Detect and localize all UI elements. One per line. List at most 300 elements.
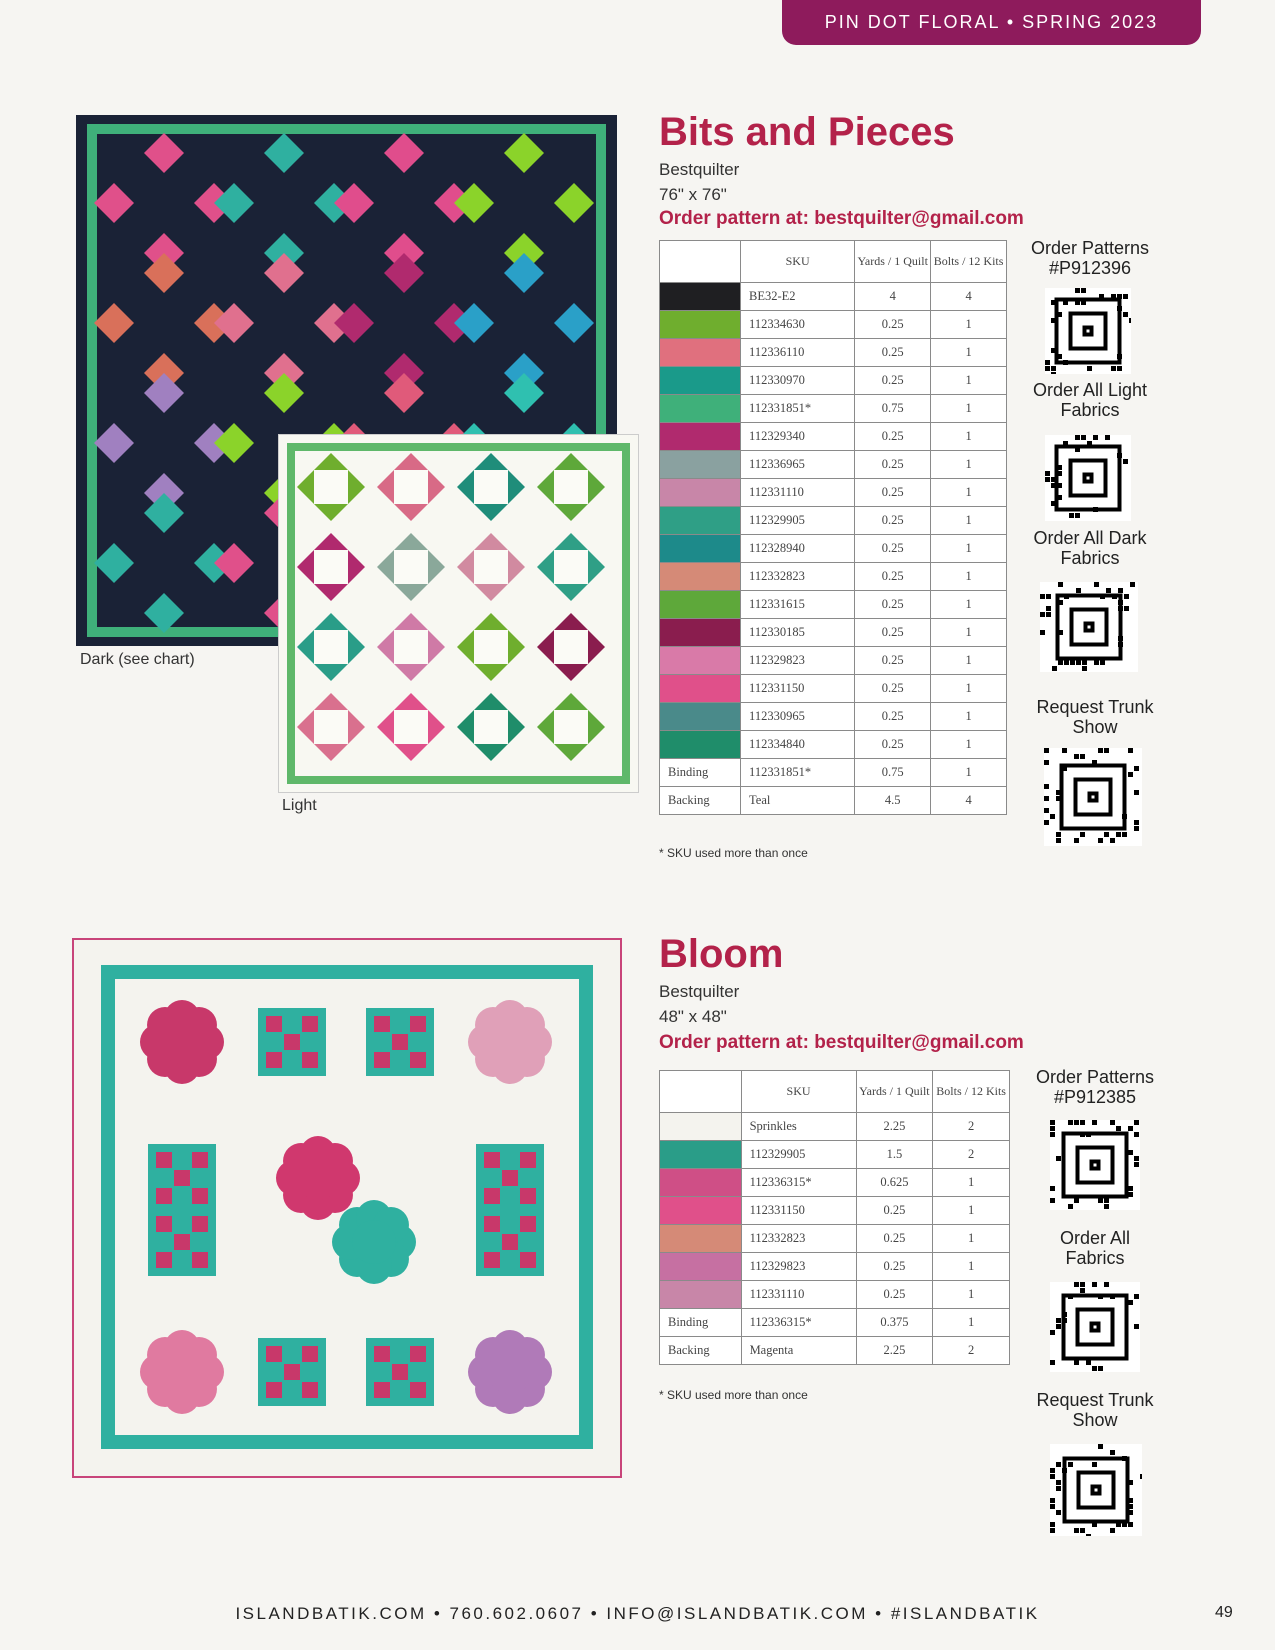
sku-cell: 112336965 xyxy=(741,451,855,479)
qr-module xyxy=(1050,1186,1055,1191)
nine-patch-square xyxy=(502,1170,518,1186)
order-light-fabrics-qr-code[interactable] xyxy=(1045,435,1131,521)
qr-module xyxy=(1082,660,1087,665)
sku-cell: 112331615 xyxy=(741,591,855,619)
sku-cell: 112330185 xyxy=(741,619,855,647)
fabric-swatch xyxy=(660,619,741,647)
project1-order-pattern[interactable]: Order pattern at: bestquilter@gmail.com xyxy=(659,208,1024,229)
flower-center xyxy=(296,1156,340,1200)
qr-module xyxy=(1104,748,1109,753)
qr-module xyxy=(1100,594,1105,599)
table-row xyxy=(660,1337,1010,1365)
request-trunk-show-qr-code[interactable] xyxy=(1044,748,1142,846)
quilt-block xyxy=(474,470,508,504)
nine-patch-square xyxy=(520,1152,536,1168)
qr-module xyxy=(1074,1360,1079,1365)
qr-module xyxy=(1057,471,1062,476)
yards-column-header: Yards / 1 Quilt xyxy=(855,241,931,283)
nine-patch-square xyxy=(374,1382,390,1398)
table-row xyxy=(660,1253,1010,1281)
qr-module xyxy=(1117,453,1122,458)
table-header-row xyxy=(660,1071,1010,1113)
table-row xyxy=(660,1169,1010,1197)
qr-module xyxy=(1063,300,1068,305)
yards-cell: 0.25 xyxy=(856,1197,933,1225)
dark-quilt-caption: Dark (see chart) xyxy=(80,651,195,668)
project2-order-pattern[interactable]: Order pattern at: bestquilter@gmail.com xyxy=(659,1032,1024,1053)
nine-patch-square xyxy=(192,1152,208,1168)
qr-module xyxy=(1040,594,1045,599)
bloom-order-all-fabrics-qr-code[interactable] xyxy=(1050,1282,1140,1372)
fabric-swatch xyxy=(660,591,741,619)
qr-module xyxy=(1046,594,1051,599)
qr-module xyxy=(1050,1360,1055,1365)
qr-module xyxy=(1056,796,1061,801)
catalog-header-tag: PIN DOT FLORAL • SPRING 2023 xyxy=(782,0,1201,45)
table-row xyxy=(660,619,1007,647)
sku-cell: Teal xyxy=(741,787,855,815)
nine-patch-square xyxy=(302,1016,318,1032)
qr-module xyxy=(1052,666,1057,671)
qr-module xyxy=(1056,1510,1061,1515)
qr-module xyxy=(1086,1534,1091,1536)
nine-patch-square xyxy=(484,1152,500,1168)
nine-patch-square xyxy=(266,1052,282,1068)
qr-module xyxy=(1062,1312,1067,1317)
qr-module xyxy=(1117,306,1122,311)
bolts-column-header: Bolts / 12 Kits xyxy=(933,1071,1010,1113)
qr-module xyxy=(1104,1198,1109,1203)
bolts-cell: 2 xyxy=(933,1113,1010,1141)
qr-module xyxy=(1134,1162,1139,1167)
quilt-block xyxy=(376,175,432,231)
qr-module xyxy=(1122,814,1127,819)
quilt-block xyxy=(136,175,192,231)
qr-module xyxy=(1116,1126,1121,1131)
order-patterns-qr-code[interactable] xyxy=(1045,288,1131,374)
row-label: Backing xyxy=(660,1337,742,1365)
bolts-cell: 1 xyxy=(931,367,1007,395)
yards-cell: 0.25 xyxy=(855,311,931,339)
table-row xyxy=(660,703,1007,731)
qr-module xyxy=(1111,294,1116,299)
qr-module xyxy=(1134,766,1139,771)
bolts-cell: 1 xyxy=(931,591,1007,619)
table-row xyxy=(660,1225,1010,1253)
quilt-block xyxy=(554,550,588,584)
table-row xyxy=(660,1141,1010,1169)
sku-cell: Sprinkles xyxy=(741,1113,856,1141)
yards-cell: 0.25 xyxy=(855,731,931,759)
qr-module xyxy=(1124,594,1129,599)
fabric-swatch xyxy=(660,395,741,423)
qr-module xyxy=(1068,1204,1073,1209)
sku-cell: 112331110 xyxy=(741,479,855,507)
sku-cell: 112331150 xyxy=(741,1197,856,1225)
fabric-swatch xyxy=(660,423,741,451)
qr-module xyxy=(1128,1126,1133,1131)
quilt-block xyxy=(554,470,588,504)
qr-module xyxy=(1050,1522,1055,1527)
qr-module xyxy=(1050,1132,1055,1137)
qr-module xyxy=(1093,507,1098,512)
qr-module xyxy=(1092,760,1097,765)
qr-module xyxy=(1118,636,1123,641)
qr-module xyxy=(1110,1120,1115,1125)
bolts-cell: 1 xyxy=(931,619,1007,647)
table-row xyxy=(660,507,1007,535)
order-dark-fabrics-qr-code[interactable] xyxy=(1040,582,1138,672)
qr-module xyxy=(1112,594,1117,599)
qr-module xyxy=(1045,366,1050,371)
qr-module xyxy=(1128,1510,1133,1515)
fabric-swatch xyxy=(660,1169,742,1197)
sku-cell: 112330970 xyxy=(741,367,855,395)
project1-qr-label-order-patterns: Order Patterns #P912396 xyxy=(1030,238,1150,278)
qr-module xyxy=(1081,435,1086,440)
quilt-block xyxy=(314,470,348,504)
bolts-cell: 1 xyxy=(933,1169,1010,1197)
bolts-cell: 1 xyxy=(931,451,1007,479)
nine-patch-square xyxy=(156,1188,172,1204)
nine-patch-square xyxy=(174,1234,190,1250)
sku-column-header: SKU xyxy=(741,1071,856,1113)
qr-module xyxy=(1056,1486,1061,1491)
yards-cell: 0.25 xyxy=(855,647,931,675)
fabric-swatch xyxy=(660,367,741,395)
flower-center xyxy=(160,1350,204,1394)
qr-module xyxy=(1118,588,1123,593)
project1-qr-label-dark-fabrics: Order All Dark Fabrics xyxy=(1033,528,1147,568)
qr-module xyxy=(1050,1120,1055,1125)
yards-cell: 2.25 xyxy=(856,1337,933,1365)
yards-cell: 0.25 xyxy=(855,563,931,591)
qr-module xyxy=(1116,832,1121,837)
qr-module xyxy=(1069,513,1074,518)
qr-module xyxy=(1104,1282,1109,1287)
yards-cell: 0.625 xyxy=(856,1169,933,1197)
qr-module xyxy=(1134,826,1139,831)
qr-module xyxy=(1134,820,1139,825)
yards-cell: 0.75 xyxy=(855,395,931,423)
qr-module xyxy=(1056,1480,1061,1485)
qr-module xyxy=(1134,1132,1139,1137)
quilt-block xyxy=(136,295,192,351)
sku-cell: 112332823 xyxy=(741,563,855,591)
qr-module xyxy=(1134,1324,1139,1329)
yards-cell: 0.375 xyxy=(856,1309,933,1337)
table-header-row xyxy=(660,241,1007,283)
qr-module xyxy=(1123,312,1128,317)
yards-cell: 0.25 xyxy=(855,591,931,619)
sku-cell: 112331851* xyxy=(741,759,855,787)
fabric-swatch xyxy=(660,703,741,731)
qr-module xyxy=(1123,459,1128,464)
yards-cell: 2.25 xyxy=(856,1113,933,1141)
fabric-swatch xyxy=(660,1113,742,1141)
qr-module xyxy=(1128,1192,1133,1197)
nine-patch-square xyxy=(484,1216,500,1232)
project2-qr-label-trunk-show: Request Trunk Show xyxy=(1036,1390,1154,1430)
footer-contact-line: ISLANDBATIK.COM • 760.602.0607 • INFO@ISLANDBATIK.COM • #ISLANDBATIK xyxy=(235,1604,1040,1623)
qr-module xyxy=(1110,1528,1115,1533)
nine-patch-square xyxy=(266,1382,282,1398)
light-quilt-image xyxy=(279,435,638,792)
qr-module xyxy=(1122,1522,1127,1527)
fabric-swatch xyxy=(660,1197,742,1225)
qr-module xyxy=(1076,588,1081,593)
qr-module xyxy=(1046,606,1051,611)
qr-module xyxy=(1110,1450,1115,1455)
qr-module xyxy=(1080,754,1085,759)
project2-fabric-table xyxy=(659,1070,1010,1365)
qr-module xyxy=(1070,660,1075,665)
quilt-block xyxy=(474,710,508,744)
table-row xyxy=(660,1113,1010,1141)
swatch-column-header xyxy=(660,241,741,283)
bolts-cell: 4 xyxy=(931,787,1007,815)
qr-module xyxy=(1128,1522,1133,1527)
yards-cell: 0.25 xyxy=(855,507,931,535)
sku-cell: BE32-E2 xyxy=(741,283,855,311)
qr-module xyxy=(1098,1294,1103,1299)
qr-module xyxy=(1098,1444,1103,1449)
qr-module xyxy=(1092,1120,1097,1125)
bloom-order-patterns-qr-code[interactable] xyxy=(1050,1120,1140,1210)
flower-center xyxy=(160,1020,204,1064)
nine-patch-square xyxy=(302,1382,318,1398)
yards-cell: 0.25 xyxy=(855,339,931,367)
bolts-cell: 1 xyxy=(931,535,1007,563)
qr-module xyxy=(1098,1366,1103,1371)
bolts-cell: 1 xyxy=(931,311,1007,339)
sku-column-header: SKU xyxy=(741,241,855,283)
qr-module xyxy=(1081,288,1086,293)
qr-module xyxy=(1118,606,1123,611)
bolts-cell: 4 xyxy=(931,283,1007,311)
qr-module xyxy=(1081,300,1086,305)
table-row xyxy=(660,1197,1010,1225)
qr-module xyxy=(1063,360,1068,365)
qr-module xyxy=(1093,435,1098,440)
sku-cell: 112336110 xyxy=(741,339,855,367)
swatch-column-header xyxy=(660,1071,742,1113)
nine-patch-square xyxy=(302,1052,318,1068)
qr-module xyxy=(1117,354,1122,359)
project1-size: 76" x 76" xyxy=(659,185,727,204)
bolts-cell: 1 xyxy=(933,1253,1010,1281)
bolts-cell: 1 xyxy=(931,647,1007,675)
table-row xyxy=(660,759,1007,787)
qr-module xyxy=(1050,1528,1055,1533)
qr-module xyxy=(1118,600,1123,605)
qr-module xyxy=(1075,513,1080,518)
qr-module xyxy=(1086,1132,1091,1137)
qr-module xyxy=(1057,354,1062,359)
quilt-block xyxy=(394,550,428,584)
quilt-block xyxy=(394,710,428,744)
quilt-block xyxy=(496,175,552,231)
qr-module xyxy=(1074,838,1079,843)
qr-module xyxy=(1099,294,1104,299)
qr-module xyxy=(1134,1294,1139,1299)
qr-module xyxy=(1130,582,1135,587)
sku-cell: 112329905 xyxy=(741,1141,856,1169)
qr-module xyxy=(1075,435,1080,440)
nine-patch-square xyxy=(156,1252,172,1268)
sku-cell: 112331851* xyxy=(741,395,855,423)
fabric-swatch xyxy=(660,479,741,507)
bolts-cell: 1 xyxy=(931,731,1007,759)
qr-module xyxy=(1058,660,1063,665)
qr-module xyxy=(1050,1198,1055,1203)
bolts-cell: 1 xyxy=(931,563,1007,591)
yards-cell: 0.75 xyxy=(855,759,931,787)
qr-module xyxy=(1044,784,1049,789)
yards-cell: 0.25 xyxy=(855,423,931,451)
bolts-cell: 1 xyxy=(931,703,1007,731)
nine-patch-square xyxy=(374,1052,390,1068)
qr-module xyxy=(1056,832,1061,837)
qr-module xyxy=(1050,1330,1055,1335)
qr-module xyxy=(1058,630,1063,635)
qr-module xyxy=(1080,1132,1085,1137)
qr-module xyxy=(1116,1522,1121,1527)
yards-column-header: Yards / 1 Quilt xyxy=(856,1071,933,1113)
row-label: Backing xyxy=(660,787,741,815)
qr-module xyxy=(1128,1480,1133,1485)
qr-module xyxy=(1057,465,1062,470)
nine-patch-square xyxy=(484,1188,500,1204)
bolts-cell: 1 xyxy=(933,1197,1010,1225)
nine-patch-square xyxy=(520,1216,536,1232)
qr-module xyxy=(1094,660,1099,665)
qr-module xyxy=(1124,606,1129,611)
qr-module xyxy=(1056,1462,1061,1467)
sku-cell: Magenta xyxy=(741,1337,856,1365)
yards-cell: 4 xyxy=(855,283,931,311)
qr-module xyxy=(1110,838,1115,843)
qr-module xyxy=(1074,1282,1079,1287)
nine-patch-square xyxy=(374,1346,390,1362)
sku-cell: 112334840 xyxy=(741,731,855,759)
nine-patch-square xyxy=(284,1364,300,1380)
row-label: Binding xyxy=(660,759,741,787)
table-row xyxy=(660,591,1007,619)
qr-module xyxy=(1062,766,1067,771)
bolts-cell: 1 xyxy=(931,675,1007,703)
qr-module xyxy=(1074,1528,1079,1533)
quilt-block xyxy=(496,295,552,351)
qr-module xyxy=(1051,372,1056,374)
fabric-swatch xyxy=(660,1225,742,1253)
qr-module xyxy=(1128,1504,1133,1509)
sku-cell: 112329823 xyxy=(741,647,855,675)
qr-module xyxy=(1044,748,1049,753)
table-row xyxy=(660,283,1007,311)
table-row xyxy=(660,731,1007,759)
fabric-swatch xyxy=(660,339,741,367)
fabric-swatch xyxy=(660,283,741,311)
qr-module xyxy=(1104,1204,1109,1209)
qr-module xyxy=(1111,366,1116,371)
table-row xyxy=(660,339,1007,367)
qr-module xyxy=(1080,1282,1085,1287)
qr-module xyxy=(1105,435,1110,440)
quilt-block xyxy=(474,630,508,664)
qr-module xyxy=(1128,1150,1133,1155)
fabric-swatch xyxy=(660,647,741,675)
qr-module xyxy=(1092,1522,1097,1527)
qr-module xyxy=(1051,477,1056,482)
table-row xyxy=(660,787,1007,815)
quilt-block xyxy=(554,630,588,664)
nine-patch-square xyxy=(174,1170,190,1186)
qr-module xyxy=(1123,294,1128,299)
bolts-cell: 1 xyxy=(931,423,1007,451)
qr-module xyxy=(1044,820,1049,825)
fabric-swatch xyxy=(660,675,741,703)
qr-module xyxy=(1056,1156,1061,1161)
bloom-request-trunk-show-qr-code[interactable] xyxy=(1050,1444,1142,1536)
qr-module xyxy=(1050,1474,1055,1479)
yards-cell: 0.25 xyxy=(855,535,931,563)
qr-module xyxy=(1106,588,1111,593)
qr-module xyxy=(1134,790,1139,795)
nine-patch-square xyxy=(156,1216,172,1232)
bolts-cell: 1 xyxy=(933,1281,1010,1309)
qr-module xyxy=(1044,808,1049,813)
nine-patch-square xyxy=(410,1382,426,1398)
qr-module xyxy=(1087,441,1092,446)
table-row xyxy=(660,451,1007,479)
nine-patch-square xyxy=(284,1034,300,1050)
qr-module xyxy=(1057,312,1062,317)
qr-module xyxy=(1064,660,1069,665)
qr-module xyxy=(1128,1498,1133,1503)
project2-title: Bloom xyxy=(659,932,784,976)
yards-cell: 1.5 xyxy=(856,1141,933,1169)
qr-module xyxy=(1056,838,1061,843)
quilt-block xyxy=(136,535,192,591)
fabric-swatch xyxy=(660,731,741,759)
quilt-block xyxy=(314,630,348,664)
qr-module xyxy=(1050,1468,1055,1473)
table-row xyxy=(660,535,1007,563)
table-row xyxy=(660,311,1007,339)
yards-cell: 4.5 xyxy=(855,787,931,815)
nine-patch-square xyxy=(374,1016,390,1032)
bolts-cell: 1 xyxy=(933,1309,1010,1337)
nine-patch-square xyxy=(156,1152,172,1168)
qr-module xyxy=(1057,495,1062,500)
yards-cell: 0.25 xyxy=(855,479,931,507)
quilt-block xyxy=(474,550,508,584)
table-row xyxy=(660,395,1007,423)
project2-designer: Bestquilter xyxy=(659,982,740,1001)
sku-cell: 112331150 xyxy=(741,675,855,703)
sku-cell: 112328940 xyxy=(741,535,855,563)
nine-patch-square xyxy=(192,1252,208,1268)
table-row xyxy=(660,367,1007,395)
bolts-cell: 2 xyxy=(933,1141,1010,1169)
project1-qr-label-light-fabrics: Order All Light Fabrics xyxy=(1032,380,1148,420)
qr-module xyxy=(1051,318,1056,323)
qr-module xyxy=(1122,1456,1127,1461)
bolts-cell: 1 xyxy=(931,395,1007,423)
nine-patch-square xyxy=(520,1188,536,1204)
qr-module xyxy=(1057,483,1062,488)
